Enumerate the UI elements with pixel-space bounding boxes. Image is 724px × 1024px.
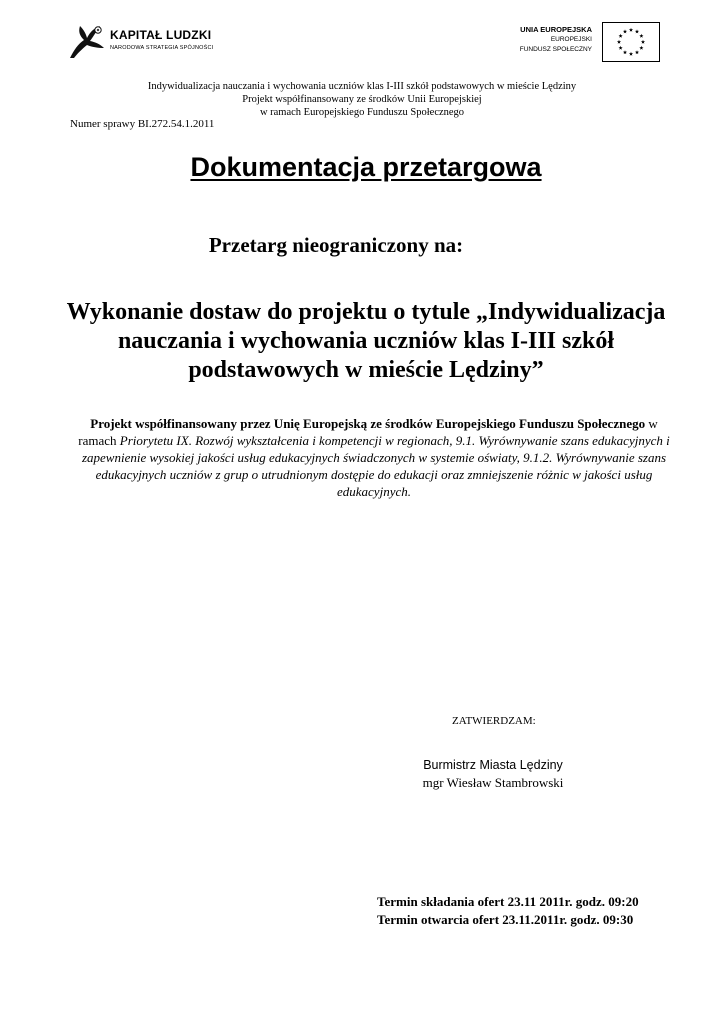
approval-label: ZATWIERDZAM: <box>452 715 536 727</box>
eu-title: UNIA EUROPEJSKA <box>520 25 592 34</box>
eu-star-icon <box>619 34 623 38</box>
eu-flag-icon <box>602 22 660 62</box>
case-number: Numer sprawy BI.272.54.1.2011 <box>70 118 215 130</box>
kapital-ludzki-subtitle: NARODOWA STRATEGIA SPÓJNOŚCI <box>110 45 214 51</box>
eu-star-icon <box>635 29 639 33</box>
funding-normal: w ramach <box>78 416 658 448</box>
eu-star-icon <box>639 46 643 50</box>
kapital-ludzki-logo <box>68 20 238 64</box>
signatory-title: Burmistrz Miasta Lędziny <box>423 758 563 772</box>
eu-line-2: FUNDUSZ SPOŁECZNY <box>519 46 592 53</box>
project-header-line-1: Indywidualizacja nauczania i wychowania uczniów klas I-III szkół podstawowych w mieście Lędziny <box>147 81 577 92</box>
submission-deadline: Termin składania ofert 23.11 2011r. godz. 09:20 <box>377 894 639 909</box>
deadlines <box>377 893 639 929</box>
eu-line-1: EUROPEJSKI <box>550 36 592 43</box>
eu-logo-text <box>520 25 592 55</box>
tender-subject: Wykonanie dostaw do projektu o tytule „Indywidualizacja nauczania i wychowania uczniów klas I-III szkół podstawowych w mieście Lędziny” <box>66 299 666 383</box>
kapital-ludzki-name: KAPITAŁ LUDZKI <box>110 28 212 42</box>
eu-star-icon <box>617 40 621 44</box>
funding-bold: Projekt współfinansowany przez Unię Europejską ze środków Europejskiego Funduszu Społecznego <box>90 416 646 431</box>
opening-deadline: Termin otwarcia ofert 23.11.2011r. godz. 09:30 <box>377 912 634 927</box>
eu-star-icon <box>629 52 633 56</box>
eu-star-icon <box>629 28 633 32</box>
funding-paragraph <box>74 415 674 500</box>
document-title: Dokumentacja przetargowa <box>190 152 542 182</box>
eu-star-icon <box>641 40 645 44</box>
eu-star-icon <box>619 46 623 50</box>
project-header-line-3: w ramach Europejskiego Funduszu Społecznego <box>259 107 465 118</box>
kapital-ludzki-emblem-icon <box>68 20 106 60</box>
eu-star-icon <box>635 50 639 54</box>
signatory <box>398 757 588 791</box>
eu-logo <box>500 22 660 64</box>
signatory-name: mgr Wiesław Stambrowski <box>422 775 564 790</box>
project-header-line-2: Projekt współfinansowany ze środków Unii Europejskiej <box>242 94 482 105</box>
eu-star-icon <box>623 50 627 54</box>
funding-priority: Priorytetu IX. Rozwój wykształcenia i kompetencji w regionach, 9.1. Wyrównywanie szans edukacyjnych i zapewnienie wysokiej jakości usług edukacyjnych świadczonych w systemie oświaty, 9.1.2. Wyrównywanie szans edukacyjnych uczniów z grup o utrudnionym dostępie do edukacji oraz zmniejszenie różnic w jakości usług edukacyjnych. <box>81 433 670 499</box>
eu-star-icon <box>639 34 643 38</box>
project-header <box>0 80 724 119</box>
tender-type: Przetarg nieograniczony na: <box>208 233 464 257</box>
eu-star-icon <box>623 29 627 33</box>
